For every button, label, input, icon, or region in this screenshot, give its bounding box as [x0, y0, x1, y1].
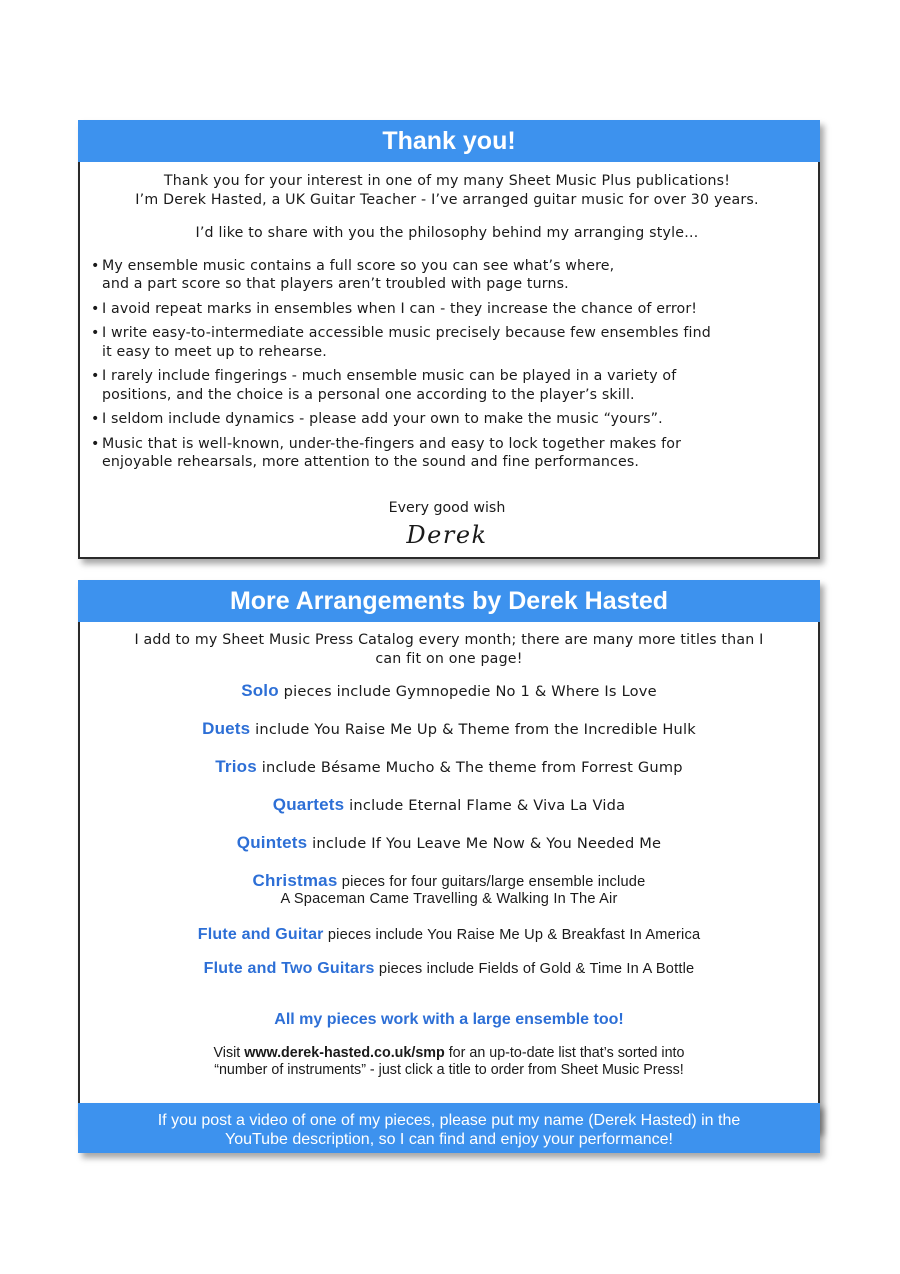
category-solo: Solo pieces include Gymnopedie No 1 & Where Is Love — [241, 681, 657, 700]
banner-line: If you post a video of one of my pieces, please put my name (Derek Hasted) in the — [157, 1112, 741, 1129]
category-keyword[interactable]: Christmas — [252, 871, 338, 890]
list-item: • I avoid repeat marks in ensembles when I can - they increase the chance of error! — [90, 300, 804, 319]
visit-text: Visit www.derek-hasted.co.uk/smp for an up-to-date list that’s sorted into “number of instruments” - just click a title to order from Sheet Music Press! — [213, 1045, 685, 1078]
category-flute-two-guitars: Flute and Two Guitars pieces include Fields of Gold & Time In A Bottle — [203, 960, 695, 977]
category-keyword[interactable]: Quartets — [272, 795, 345, 814]
list-item: • I seldom include dynamics - please add your own to make the music “yours”. — [90, 410, 804, 429]
list-item: • I rarely include fingerings - much ensemble music can be played in a variety of positions, and the choice is a personal one according to the player’s skill. — [90, 367, 804, 404]
closing-text: Every good wish — [388, 499, 506, 516]
thank-you-body — [78, 162, 820, 559]
category-duets: Duets include You Raise Me Up & Theme from the Incredible Hulk — [202, 719, 696, 738]
category-quartets: Quartets include Eternal Flame & Viva La Vida — [272, 795, 626, 814]
catalog-text: I add to my Sheet Music Press Catalog every month; there are many more titles than I can fit on one page! — [134, 632, 764, 667]
category-flute-guitar: Flute and Guitar pieces include You Raise Me Up & Breakfast In America — [197, 926, 701, 943]
category-trios: Trios include Bésame Mucho & The theme from Forrest Gump — [215, 757, 683, 776]
category-quintets: Quintets include If You Leave Me Now & You Needed Me — [236, 833, 662, 852]
category-christmas: Christmas pieces for four guitars/large ensemble include A Spaceman Came Travelling & Walking In The Air — [252, 871, 646, 907]
category-keyword[interactable]: Flute and Two Guitars — [203, 960, 375, 977]
category-keyword[interactable]: Solo — [241, 681, 279, 700]
category-keyword[interactable]: Trios — [215, 757, 257, 776]
more-arrangements-panel — [78, 580, 820, 1131]
youtube-banner — [78, 1103, 820, 1153]
category-keyword[interactable]: Quintets — [236, 833, 308, 852]
philosophy-text: I’d like to share with you the philosophy behind my arranging style… — [195, 225, 699, 241]
philosophy-list — [90, 257, 804, 472]
list-item: • My ensemble music contains a full score so you can see what’s where, and a part score so that players aren’t troubled with page turns. — [90, 257, 804, 294]
more-arrangements-body — [78, 622, 820, 1131]
thank-you-title: Thank you! — [78, 120, 820, 162]
category-keyword[interactable]: Flute and Guitar — [197, 926, 324, 943]
more-arrangements-title: More Arrangements by Derek Hasted — [78, 580, 820, 622]
list-item: • Music that is well-known, under-the-fingers and easy to lock together makes for enjoyable rehearsals, more attention to the sound and fine performances. — [90, 435, 804, 472]
large-ensemble-note: All my pieces work with a large ensemble too! — [274, 1011, 624, 1028]
website-link[interactable]: www.derek-hasted.co.uk/smp — [244, 1045, 445, 1061]
list-item: • I write easy-to-intermediate accessible music precisely because few ensembles find it easy to meet up to rehearse. — [90, 324, 804, 361]
intro-text — [90, 172, 804, 209]
intro-line: Thank you for your interest in one of my many Sheet Music Plus publications! — [163, 173, 731, 189]
signature: Derek — [406, 520, 488, 549]
banner-line: YouTube description, so I can find and enjoy your performance! — [225, 1131, 673, 1148]
thank-you-panel — [78, 120, 820, 559]
intro-line: I’m Derek Hasted, a UK Guitar Teacher - I’ve arranged guitar music for over 30 years. — [135, 191, 759, 208]
category-keyword[interactable]: Duets — [202, 719, 251, 738]
